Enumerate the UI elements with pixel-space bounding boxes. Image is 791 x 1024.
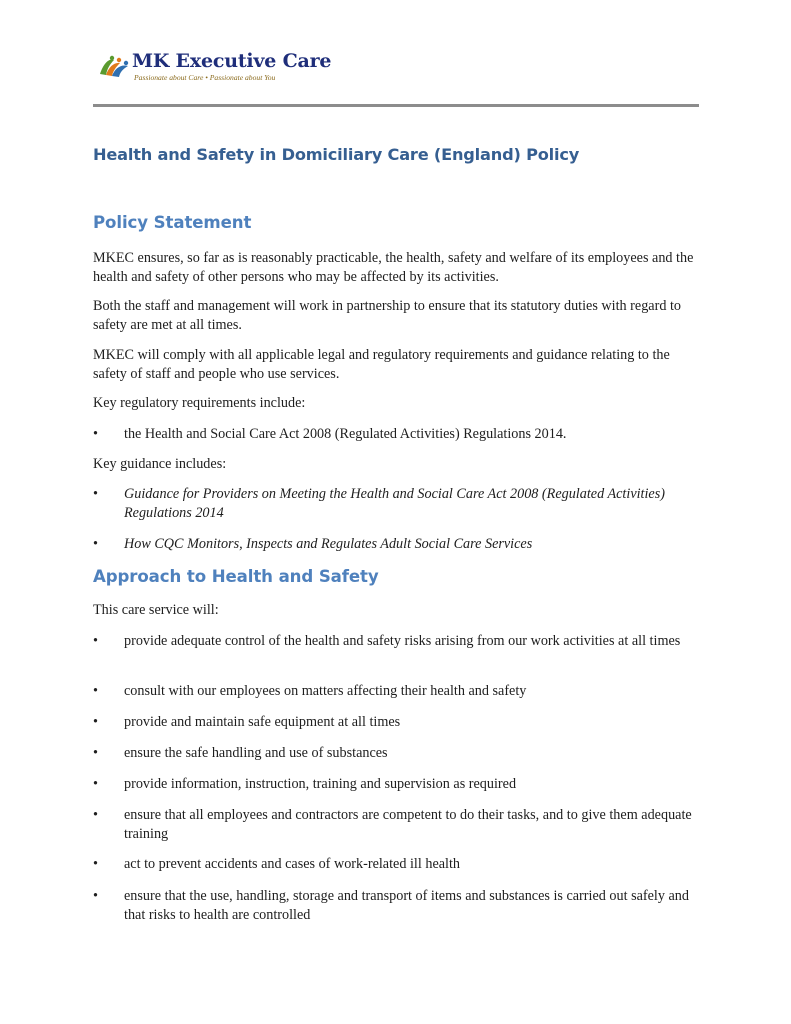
bullet-symbol: •	[93, 856, 98, 872]
paragraph: Key guidance includes:	[93, 456, 227, 472]
document-title: Health and Safety in Domiciliary Care (England) Policy	[93, 145, 580, 164]
list-item-text: provide and maintain safe equipment at all times	[124, 714, 401, 730]
bullet-symbol: •	[93, 776, 98, 792]
list-item-text: the Health and Social Care Act 2008 (Regulated Activities) Regulations 2014.	[124, 426, 567, 442]
paragraph: MKEC ensures, so far as is reasonably practicable, the health, safety and welfare of its employees and the health and safety of other persons who may be affected by its activities.	[93, 250, 694, 285]
company-logo	[98, 50, 368, 84]
section-heading-policy-statement: Policy Statement	[93, 213, 252, 232]
list-item-text: How CQC Monitors, Inspects and Regulates Adult Social Care Services	[124, 536, 533, 552]
bullet-symbol: •	[93, 536, 98, 552]
bullet-symbol: •	[93, 426, 98, 442]
bullet-symbol: •	[93, 633, 98, 649]
list-item-text: act to prevent accidents and cases of work-related ill health	[124, 856, 461, 872]
list-item-text: Guidance for Providers on Meeting the Health and Social Care Act 2008 (Regulated Activities) Regulations 2014	[124, 486, 665, 521]
list-item-text: provide adequate control of the health and safety risks arising from our work activities at all times	[124, 633, 681, 649]
paragraph: This care service will:	[93, 602, 219, 618]
bullet-symbol: •	[93, 745, 98, 761]
paragraph: Both the staff and management will work in partnership to ensure that its statutory duties with regard to safety are met at all times.	[93, 298, 681, 333]
bullet-symbol: •	[93, 714, 98, 730]
paragraph: Key regulatory requirements include:	[93, 395, 306, 411]
list-item-text: consult with our employees on matters affecting their health and safety	[124, 683, 527, 699]
logo-tagline: Passionate about Care • Passionate about You	[134, 73, 276, 82]
list-item-text: ensure the safe handling and use of substances	[124, 745, 388, 761]
bullet-symbol: •	[93, 888, 98, 904]
list-item-text: ensure that all employees and contractors are competent to do their tasks, and to give them adequate training	[124, 807, 692, 842]
section-heading-approach: Approach to Health and Safety	[93, 567, 379, 586]
bullet-symbol: •	[93, 486, 98, 502]
bullet-symbol: •	[93, 807, 98, 823]
logo-company-name: MK Executive Care	[132, 50, 332, 72]
list-item-text: provide information, instruction, training and supervision as required	[124, 776, 517, 792]
header-divider	[93, 104, 699, 107]
bullet-symbol: •	[93, 683, 98, 699]
hands-people-logo-icon	[98, 54, 130, 78]
list-item-text: ensure that the use, handling, storage and transport of items and substances is carried out safely and that risks to health are controlled	[124, 888, 689, 923]
paragraph: MKEC will comply with all applicable legal and regulatory requirements and guidance relating to the safety of staff and people who use services.	[93, 347, 670, 382]
